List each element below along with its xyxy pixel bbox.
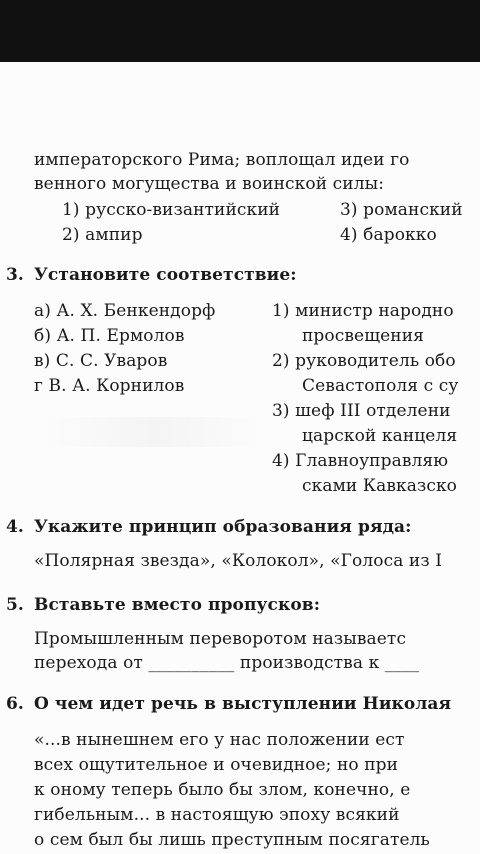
- q3-right-3a: 3) шеф III отделени: [272, 401, 451, 421]
- q6-quote-line1: «...в нынешнем его у нас положении ест: [34, 730, 405, 750]
- q3-left-b: б) А. П. Ермолов: [34, 326, 185, 346]
- q6-quote-line2: всех ощутительное и очевидное; но при: [34, 755, 399, 775]
- q3-number: 3.: [6, 265, 24, 285]
- q5-line1: Промышленным переворотом называетс: [34, 629, 407, 649]
- q3-right-2b: Севастополя с су: [302, 376, 459, 396]
- q3-right-4a: 4) Главноуправляю: [272, 451, 449, 471]
- q2-option-3: 3) романский: [340, 200, 463, 220]
- q6-title: О чем идет речь в выступлении Николая: [34, 694, 452, 714]
- q3-right-3b: царской канцеля: [302, 426, 458, 446]
- q3-title: Установите соответствие:: [34, 265, 297, 285]
- q6-quote-line4: гибельным... в настоящую эпоху всякий: [34, 805, 400, 825]
- q4-title: Укажите принцип образования ряда:: [34, 517, 412, 537]
- q4-number: 4.: [6, 517, 24, 537]
- top-dark-bar: [0, 0, 480, 62]
- q5-number: 5.: [6, 595, 24, 615]
- scan-smudge: [40, 417, 270, 447]
- q2-option-4: 4) барокко: [340, 225, 437, 245]
- q5-line2: перехода от __________ производства к ____: [34, 653, 420, 673]
- q5-title: Вставьте вместо пропусков:: [34, 595, 321, 615]
- q3-left-a: а) А. Х. Бенкендорф: [34, 301, 216, 321]
- q6-quote-line3: к оному теперь было бы злом, конечно, е: [34, 780, 411, 800]
- q3-left-c: в) С. С. Уваров: [34, 351, 168, 371]
- q4-text: «Полярная звезда», «Колокол», «Голоса из I: [34, 551, 443, 571]
- textbook-page: [0, 62, 480, 854]
- q2-option-1: 1) русско-византийский: [62, 200, 281, 220]
- q3-right-1a: 1) министр народно: [272, 301, 454, 321]
- q3-left-d: г В. А. Корнилов: [34, 376, 185, 396]
- q3-right-2a: 2) руководитель обо: [272, 351, 456, 371]
- q3-right-1b: просвещения: [302, 326, 424, 346]
- q6-quote-line5: о сем был бы лишь преступным посягатель: [34, 830, 430, 850]
- q2-option-2: 2) ампир: [62, 225, 143, 245]
- q6-number: 6.: [6, 694, 24, 714]
- q3-right-4b: сками Кавказско: [302, 476, 458, 496]
- q2-line2: венного могущества и воинской силы:: [34, 174, 385, 194]
- q2-line1: императорского Рима; воплощал идеи го: [34, 150, 410, 170]
